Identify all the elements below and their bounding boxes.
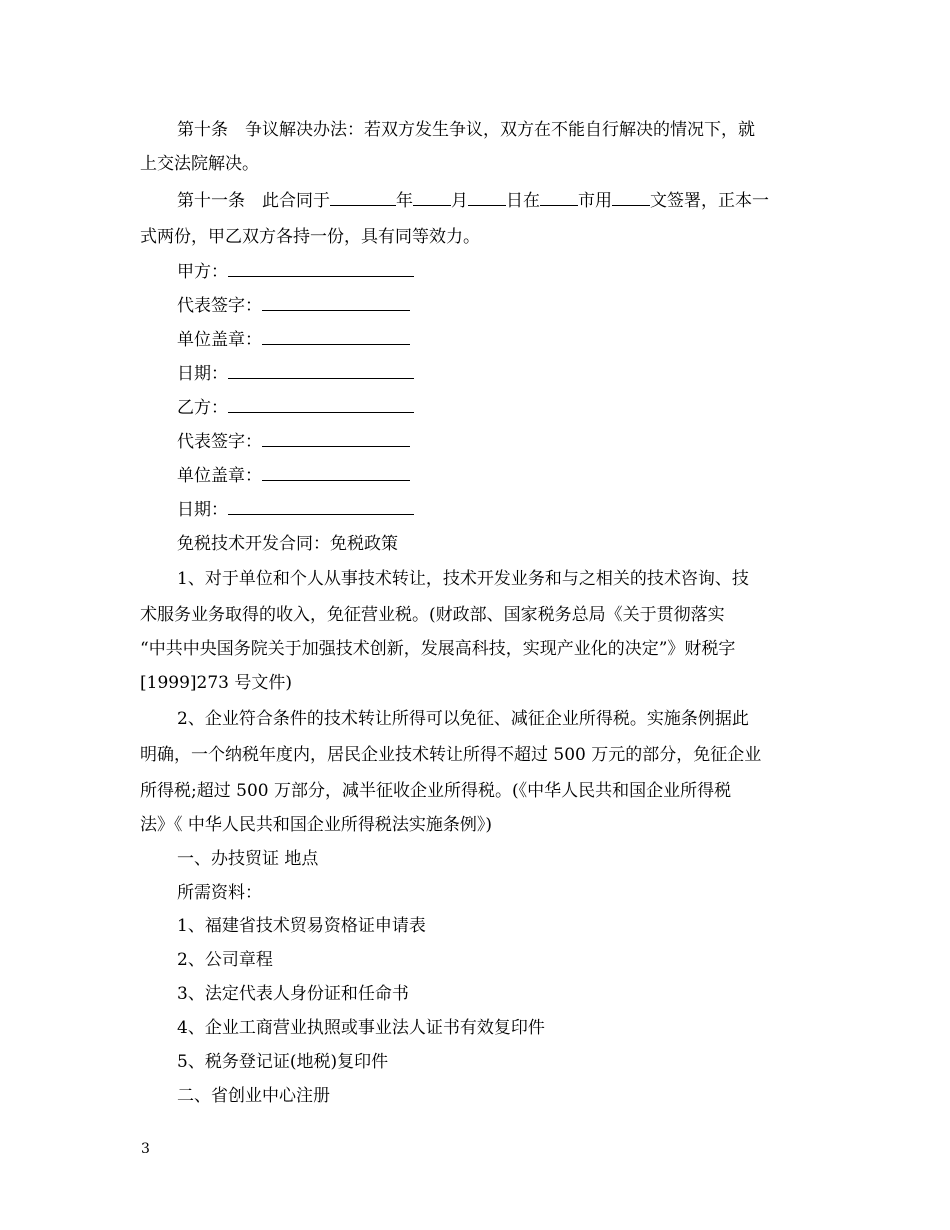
policy-item2-line1: 2、企业符合条件的技术转让所得可以免征、减征企业所得税。实施条例据此 [177, 709, 749, 729]
clause11-text: 文签署，正本一 [650, 191, 769, 211]
party-b-blank [228, 394, 414, 413]
section1-title: 一、办技贸证 地点 [177, 849, 319, 869]
material-item: 1、福建省技术贸易资格证申请表 [177, 916, 426, 936]
clause10-line1: 第十条 争议解决办法：若双方发生争议，双方在不能自行解决的情况下，就 [177, 120, 755, 140]
seal-a-line [177, 323, 410, 357]
seal-b-blank [262, 462, 410, 481]
policy-item2-line3: 所得税;超过 500 万部分，减半征收企业所得税。(《中华人民共和国企业所得税 [140, 781, 732, 801]
year-blank [330, 187, 396, 206]
page-number: 3 [141, 1141, 150, 1157]
rep-sign-a-line [177, 289, 410, 323]
date-b-line [177, 493, 414, 527]
policy-item1-line3: “中共中央国务院关于加强技术创新，发展高科技，实现产业化的决定”》财税字 [140, 639, 736, 659]
day-label: 日在 [506, 191, 540, 211]
year-label: 年 [396, 191, 413, 211]
date-a-label: 日期： [177, 364, 228, 384]
policy-item2-line2: 明确，一个纳税年度内，居民企业技术转让所得不超过 500 万元的部分，免征企业 [140, 745, 762, 765]
rep-sign-a-label: 代表签字： [177, 296, 262, 316]
party-b-label: 乙方： [177, 398, 228, 418]
date-a-line [177, 357, 414, 391]
policy-item1-line1: 1、对于单位和个人从事技术转让，技术开发业务和与之相关的技术咨询、技 [177, 569, 749, 589]
section2-title: 二、省创业中心注册 [177, 1086, 330, 1106]
policy-item1-line4: [1999]273 号文件) [140, 673, 293, 693]
seal-a-blank [262, 326, 410, 345]
clause11-prefix: 第十一条 此合同于 [177, 191, 330, 211]
month-label: 月 [451, 191, 468, 211]
material-item: 4、企业工商营业执照或事业法人证书有效复印件 [177, 1018, 545, 1038]
rep-sign-b-label: 代表签字： [177, 432, 262, 452]
city-blank [540, 187, 578, 206]
month-blank [413, 187, 451, 206]
materials-label: 所需资料： [177, 883, 262, 903]
rep-sign-a-blank [262, 292, 410, 311]
rep-sign-b-blank [262, 428, 410, 447]
day-blank [468, 187, 506, 206]
clause10-line2: 上交法院解决。 [140, 154, 259, 174]
language-blank [612, 187, 650, 206]
policy-item1-line2: 术服务业务取得的收入，免征营业税。(财政部、国家税务总局《关于贯彻落实 [140, 605, 725, 625]
seal-b-label: 单位盖章： [177, 466, 262, 486]
seal-a-label: 单位盖章： [177, 330, 262, 350]
rep-sign-b-line [177, 425, 410, 459]
party-a-label: 甲方： [177, 262, 228, 282]
seal-b-line [177, 459, 410, 493]
party-a-line [177, 255, 414, 289]
policy-item2-line4: 法》《 中华人民共和国企业所得税法实施条例》) [140, 815, 493, 835]
party-a-blank [228, 258, 414, 277]
city-label: 市用 [578, 191, 612, 211]
material-item: 3、法定代表人身份证和任命书 [177, 984, 409, 1004]
date-b-blank [228, 496, 414, 515]
clause11-line2: 式两份，甲乙双方各持一份，具有同等效力。 [140, 227, 480, 247]
policy-heading: 免税技术开发合同：免税政策 [177, 534, 398, 554]
clause11-line1 [177, 184, 769, 218]
material-item: 2、公司章程 [177, 950, 273, 970]
date-b-label: 日期： [177, 500, 228, 520]
party-b-line [177, 391, 414, 425]
date-a-blank [228, 360, 414, 379]
material-item: 5、税务登记证(地税)复印件 [177, 1052, 389, 1072]
